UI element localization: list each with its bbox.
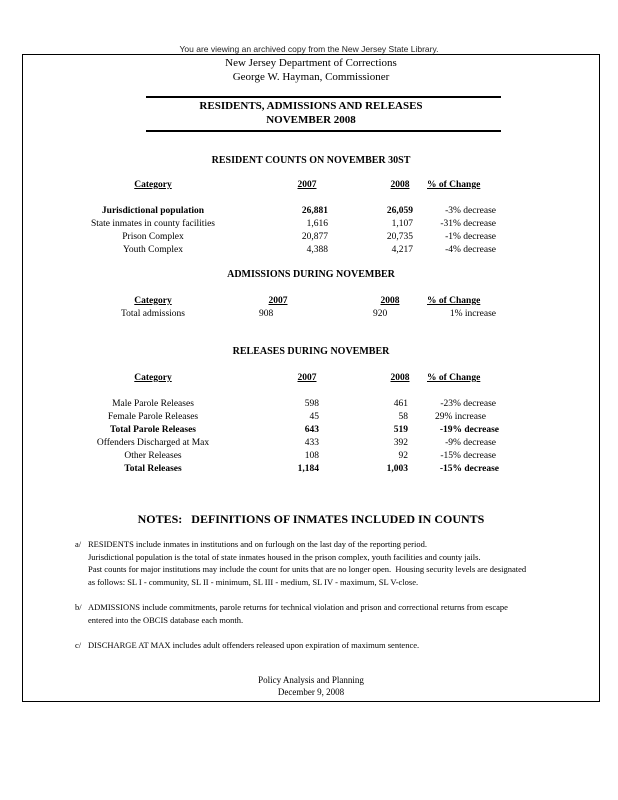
resident-row-2008: 1,107 [391,219,413,229]
resident-row-change: -31% decrease [440,219,496,229]
resident-section-title: RESIDENT COUNTS ON NOVEMBER 30ST [211,155,411,166]
footer-date: December 9, 2008 [277,687,345,697]
admissions-col-2008: 2008 [380,296,400,306]
releases-row-2008: 519 [393,425,408,435]
note-line: ADMISSIONS include commitments, parole returns for technical violation and prison and correctional returns from escape [88,602,508,612]
releases-row-2008: 1,003 [386,464,408,474]
note-line: DISCHARGE AT MAX includes adult offenders released upon expiration of maximum sentence. [88,640,420,650]
resident-col-change: % of Change [427,180,481,190]
releases-col-2007: 2007 [297,373,317,383]
resident-row-2007: 1,616 [306,219,328,229]
header-rule-top [146,96,501,98]
admissions-col-2007: 2007 [268,296,288,306]
releases-row-change: -15% decrease [439,464,499,474]
admissions-row-2008: 920 [373,309,388,319]
resident-row-2007: 20,877 [301,232,328,242]
note-b [88,601,593,626]
releases-col-category: Category [134,373,172,383]
admissions-row-change: 1% increase [449,309,496,319]
releases-row-2007: 433 [304,438,319,448]
note-a-marker: a/ [75,539,82,549]
resident-col-2008: 2008 [390,180,410,190]
report-frame [22,54,600,702]
resident-row-change: -3% decrease [445,206,496,216]
note-line: as follows: SL I - community, SL II - minimum, SL III - medium, SL IV - maximum, SL V-close. [88,576,419,587]
releases-row-change: -19% decrease [439,425,499,435]
releases-row-change: -9% decrease [445,438,496,448]
report-title: RESIDENTS, ADMISSIONS AND RELEASES [199,100,423,112]
note-line: Jurisdictional population is the total of state inmates housed in the prison complex, youth facilities and county jails. [88,551,481,562]
resident-row-2008: 20,735 [386,232,413,242]
resident-row-label: State inmates in county facilities [91,219,215,229]
releases-row-2008: 461 [393,399,408,409]
releases-row-2008: 58 [398,412,408,422]
resident-row-label: Prison Complex [122,232,184,242]
releases-row-change: -15% decrease [440,451,496,461]
resident-row-2007: 26,881 [301,206,328,216]
releases-row-change: 29% increase [435,412,486,422]
report-month: NOVEMBER 2008 [266,114,356,126]
resident-row-2008: 26,059 [386,206,413,216]
releases-row-label: Other Releases [124,451,182,461]
note-c-marker: c/ [75,640,82,650]
resident-col-2007: 2007 [297,180,317,190]
admissions-section-title: ADMISSIONS DURING NOVEMBER [227,269,395,280]
releases-row-2007: 45 [309,412,319,422]
releases-row-label: Offenders Discharged at Max [96,438,210,448]
releases-row-label: Male Parole Releases [112,399,194,409]
note-line: entered into the OBCIS database each month. [88,614,244,625]
releases-row-change: -23% decrease [440,399,496,409]
releases-row-2007: 643 [304,425,319,435]
note-b-marker: b/ [75,602,82,612]
notes-title: NOTES: DEFINITIONS OF INMATES INCLUDED IN COUNTS [137,512,485,526]
releases-col-change: % of Change [427,373,481,383]
resident-row-2008: 4,217 [391,245,413,255]
resident-row-2007: 4,388 [306,245,328,255]
resident-row-label: Jurisdictional population [101,206,205,216]
releases-row-2008: 392 [393,438,408,448]
resident-row-label: Youth Complex [122,245,183,255]
commissioner-name: George W. Hayman, Commissioner [232,71,390,83]
releases-row-label: Total Releases [124,464,182,474]
releases-row-2007: 108 [304,451,319,461]
releases-row-label: Total Parole Releases [109,425,196,435]
department-name: New Jersey Department of Corrections [225,57,397,69]
resident-col-category: Category [134,180,172,190]
resident-row-change: -4% decrease [445,245,496,255]
releases-row-2007: 1,184 [297,464,319,474]
admissions-row-2007: 908 [259,309,274,319]
releases-col-2008: 2008 [390,373,410,383]
note-c [88,639,593,652]
admissions-col-category: Category [134,296,172,306]
footer-unit: Policy Analysis and Planning [258,675,364,685]
admissions-col-change: % of Change [427,296,481,306]
note-line: Past counts for major institutions may include the count for units that are no longer open. Housing security levels are designated [88,564,527,574]
releases-section-title: RELEASES DURING NOVEMBER [232,346,390,357]
resident-row-change: -1% decrease [445,232,496,242]
releases-row-2008: 92 [398,451,408,461]
admissions-row-label: Total admissions [121,309,185,319]
note-line: RESIDENTS include inmates in institutions and on furlough on the last day of the reporting period. [88,539,428,549]
releases-row-2007: 598 [304,399,319,409]
releases-row-label: Female Parole Releases [107,412,199,422]
note-a [88,538,593,588]
archive-banner: You are viewing an archived copy from the New Jersey State Library. [179,44,439,54]
header-rule-bottom [146,130,501,132]
